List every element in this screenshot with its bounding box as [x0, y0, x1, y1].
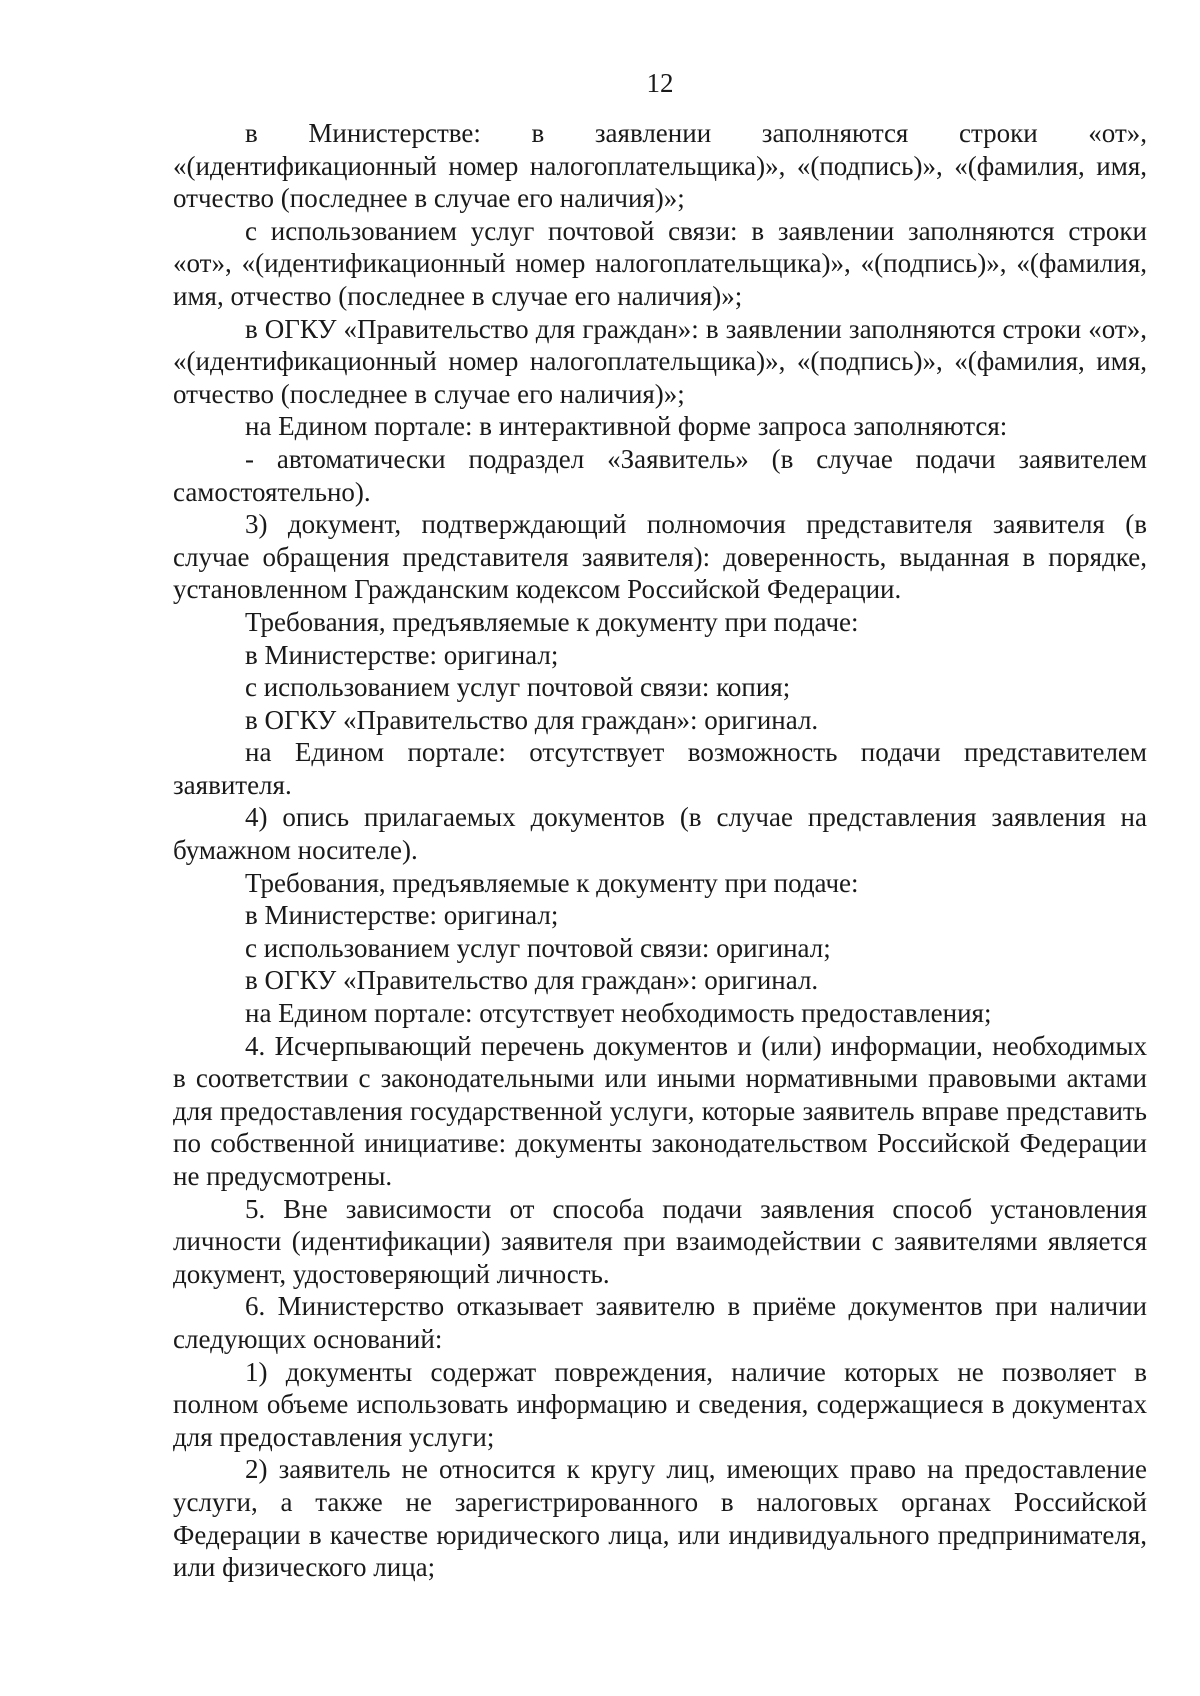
paragraph: Требования, предъявляемые к документу при подаче:: [245, 606, 859, 637]
paragraph: с использованием услуг почтовой связи: оригинал;: [245, 932, 831, 963]
paragraph: 4) опись прилагаемых документов (в случае представления заявления на бумажном носителе).: [173, 802, 1147, 866]
paragraph: на Едином портале: в интерактивной форме запроса заполняются:: [245, 411, 1008, 442]
page-number: 12: [646, 68, 674, 98]
paragraph: 4. Исчерпывающий перечень документов и (или) информации, необходимых в соответствии с законодательными или иными нормативными правовыми актами для предоставления государственной услуги, которые заявитель вправе представить по собственной инициативе: документы законодательством Российской Федерации не предусмотрены.: [173, 1030, 1147, 1191]
paragraph: 2) заявитель не относится к кругу лиц, имеющих право на предоставление услуги, а также не зарегистрированного в налоговых органах Российской Федерации в качестве юридического лица, или индивидуального предпринимателя, или физического лица;: [173, 1454, 1147, 1583]
paragraph: в Министерстве: оригинал;: [245, 900, 559, 931]
paragraph: в ОГКУ «Правительство для граждан»: оригинал.: [245, 704, 819, 735]
paragraph: на Едином портале: отсутствует необходимость предоставления;: [245, 998, 992, 1029]
paragraph: в ОГКУ «Правительство для граждан»: оригинал.: [245, 965, 819, 996]
paragraph: в Министерстве: оригинал;: [245, 639, 559, 670]
document-body: [173, 117, 1147, 1584]
paragraph: 6. Министерство отказывает заявителю в приёме документов при наличии следующих оснований:: [173, 1291, 1147, 1354]
paragraph: Требования, предъявляемые к документу при подаче:: [245, 867, 859, 898]
paragraph: на Едином портале: отсутствует возможность подачи представителем заявителя.: [173, 737, 1147, 800]
paragraph: 1) документы содержат повреждения, наличие которых не позволяет в полном объеме использовать информацию и сведения, содержащиеся в документах для предоставления услуги;: [173, 1356, 1147, 1452]
paragraph: с использованием услуг почтовой связи: в заявлении заполняются строки «от», «(идентификационный номер налогоплательщика)», «(подпись)», «(фамилия, имя, отчество (последнее в случае его наличия)»;: [173, 215, 1147, 311]
paragraph: с использованием услуг почтовой связи: копия;: [245, 672, 791, 703]
paragraph: в Министерстве: в заявлении заполняются строки «от», «(идентификационный номер налогоплательщика)», «(подпись)», «(фамилия, имя, отчество (последнее в случае его наличия)»;: [173, 118, 1147, 214]
paragraph: - автоматически подраздел «Заявитель» (в случае подачи заявителем самостоятельно).: [173, 443, 1147, 507]
paragraph: в ОГКУ «Правительство для граждан»: в заявлении заполняются строки «от», «(идентификационный номер налогоплательщика)», «(подпись)», «(фамилия, имя, отчество (последнее в случае его наличия)»;: [173, 313, 1147, 409]
paragraph: 5. Вне зависимости от способа подачи заявления способ установления личности (идентификации) заявителя при взаимодействии с заявителями является документ, удостоверяющий личность.: [173, 1193, 1147, 1289]
paragraph: 3) документ, подтверждающий полномочия представителя заявителя (в случае обращения представителя заявителя): доверенность, выданная в порядке, установленном Гражданским кодексом Российской Федерации.: [173, 509, 1147, 605]
